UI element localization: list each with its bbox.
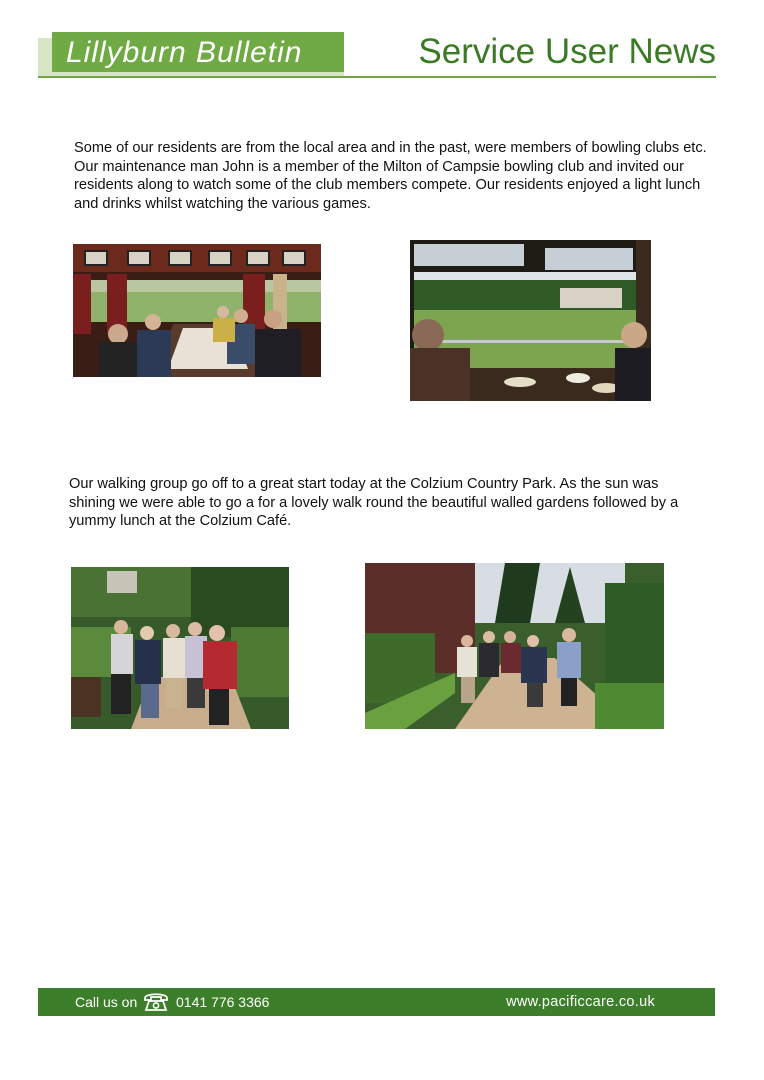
page-title: Service User News bbox=[418, 32, 716, 71]
bulletin-logo: Lillyburn Bulletin bbox=[66, 36, 303, 69]
walking-article-text: Our walking group go off to a great start today at the Colzium Country Park. As the sun was shining we were able to go a for a lovely walk round the beautiful walled gardens followed by a yummy lunch at the Colzium Café. bbox=[69, 476, 679, 529]
walking-group-photo bbox=[71, 567, 289, 729]
call-us-label: Call us on bbox=[75, 994, 138, 1010]
bowling-article-text: Some of our residents are from the local area and in the past, were members of bowling clubs etc. Our maintenance man John is a member of the Milton of Campsie bowling club and invited our residents along to watch some of the club members compete. Our residents enjoyed a light lunch and drinks whilst watching the various games. bbox=[74, 140, 707, 212]
footer-bar bbox=[38, 988, 715, 1016]
bowling-lunch-photo bbox=[73, 244, 321, 377]
header-divider bbox=[38, 76, 716, 78]
footer-phone-number[interactable]: 0141 776 3366 bbox=[176, 994, 270, 1010]
bowling-green-photo bbox=[410, 240, 651, 401]
footer-website-link[interactable]: www.pacificcare.co.uk bbox=[506, 994, 655, 1010]
garden-walk-photo bbox=[365, 563, 664, 729]
phone-icon bbox=[143, 990, 169, 1012]
